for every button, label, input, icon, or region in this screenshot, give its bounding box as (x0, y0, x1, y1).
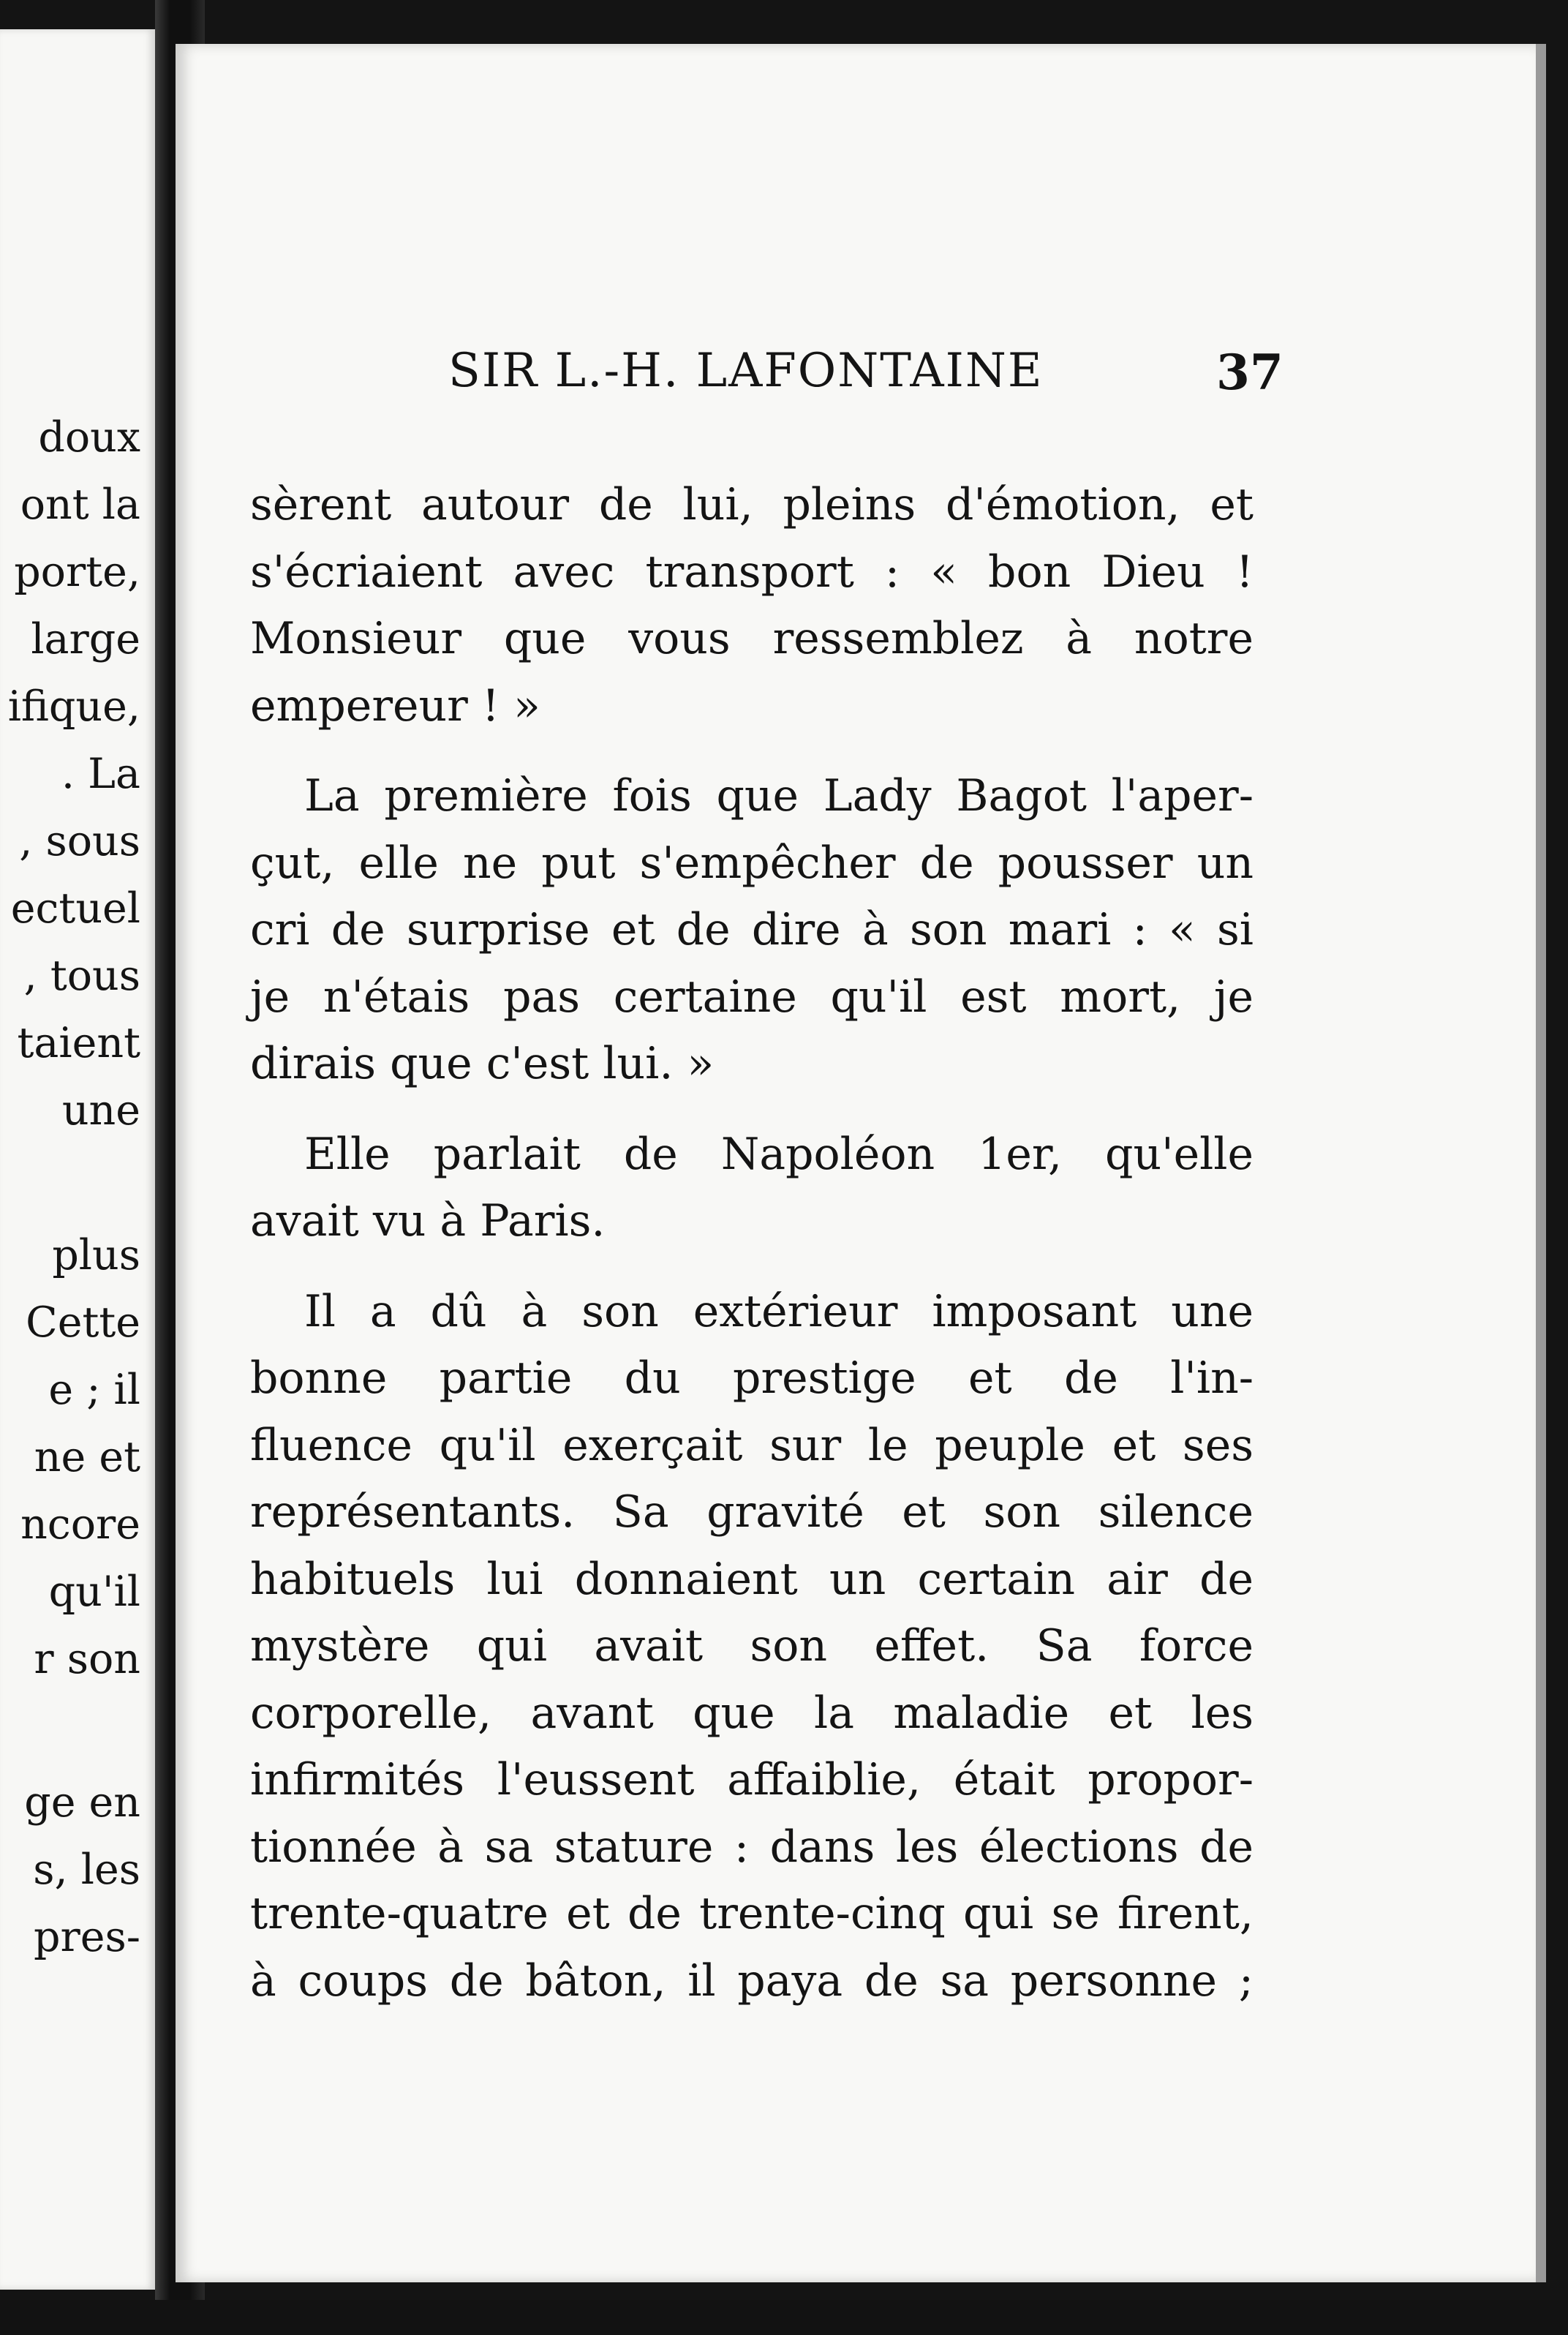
text-line: avait vu à Paris. (250, 1195, 606, 1247)
previous-page-line: , tous (23, 952, 140, 1000)
text-line: tionnée à sa stature : dans les élections de (250, 1821, 1254, 1873)
text-line: habituels lui donnaient un certain air de (250, 1553, 1254, 1605)
previous-page-line: s, les (33, 1846, 140, 1894)
text-line: bonne partie du prestige et de l'in- (250, 1353, 1254, 1404)
text-line: trente-quatre et de trente-cinq qui se firent, (250, 1888, 1254, 1939)
text-line: çut, elle ne put s'empêcher de pousser un (250, 837, 1254, 889)
previous-page-line: plus (52, 1231, 140, 1279)
text-line: cri de surprise et de dire à son mari : « si (250, 904, 1254, 955)
paragraph (250, 472, 1254, 740)
previous-page-line: taient (17, 1019, 140, 1067)
paragraph (250, 1279, 1254, 2015)
text-line: représentants. Sa gravité et son silence (250, 1486, 1254, 1538)
page-number: 37 (1216, 344, 1284, 401)
previous-page-line: large (31, 615, 140, 663)
previous-page-line: e ; il (48, 1366, 140, 1414)
previous-page-line: qu'il (48, 1568, 140, 1616)
body-text (250, 472, 1254, 2015)
text-line: à coups de bâton, il paya de sa personne ; (250, 1955, 1254, 2007)
previous-page-line: . La (61, 750, 140, 798)
text-line: infirmités l'eussent affaiblie, était propor- (250, 1754, 1254, 1805)
previous-page-line: ne et (34, 1433, 140, 1481)
previous-page-line: ncore (20, 1500, 140, 1549)
text-line: sèrent autour de lui, pleins d'émotion, et (250, 479, 1254, 530)
previous-page-line: , sous (19, 817, 140, 865)
book-page (176, 44, 1546, 2282)
paragraph (250, 763, 1254, 1098)
text-line: dirais que c'est lui. » (250, 1038, 715, 1089)
text-line: empereur ! » (250, 680, 540, 732)
text-line: s'écriaient avec transport : « bon Dieu ! (250, 546, 1254, 598)
previous-page-line: ge en (24, 1778, 140, 1827)
text-line: je n'étais pas certaine qu'il est mort, je (250, 971, 1254, 1023)
running-head (176, 344, 1536, 410)
text-line: fluence qu'il exerçait sur le peuple et ses (250, 1419, 1254, 1471)
text-line: Monsieur que vous ressemblez à notre (250, 613, 1254, 664)
text-line: Elle parlait de Napoléon 1er, qu'elle (304, 1128, 1254, 1180)
previous-page-line: doux (38, 413, 140, 462)
previous-page-line: Cette (26, 1298, 140, 1347)
previous-page-line: ectuel (10, 884, 140, 933)
running-title: SIR L.-H. LAFONTAINE (448, 344, 1044, 398)
previous-page-fragment (0, 29, 155, 2290)
text-line: mystère qui avait son effet. Sa force (250, 1620, 1254, 1672)
text-line: corporelle, avant que la maladie et les (250, 1687, 1254, 1739)
previous-page-line: ont la (20, 481, 140, 529)
previous-page-line: une (61, 1086, 140, 1135)
text-line: Il a dû à son extérieur imposant une (304, 1285, 1254, 1337)
previous-page-line: ifique, (7, 683, 140, 731)
previous-page-line: pres- (34, 1913, 140, 1961)
text-line: La première fois que Lady Bagot l'aper- (304, 770, 1254, 821)
paragraph (250, 1121, 1254, 1255)
previous-page-line: porte, (14, 548, 140, 596)
previous-page-line: r son (34, 1635, 140, 1683)
scan-bottom-edge (0, 2300, 1568, 2335)
